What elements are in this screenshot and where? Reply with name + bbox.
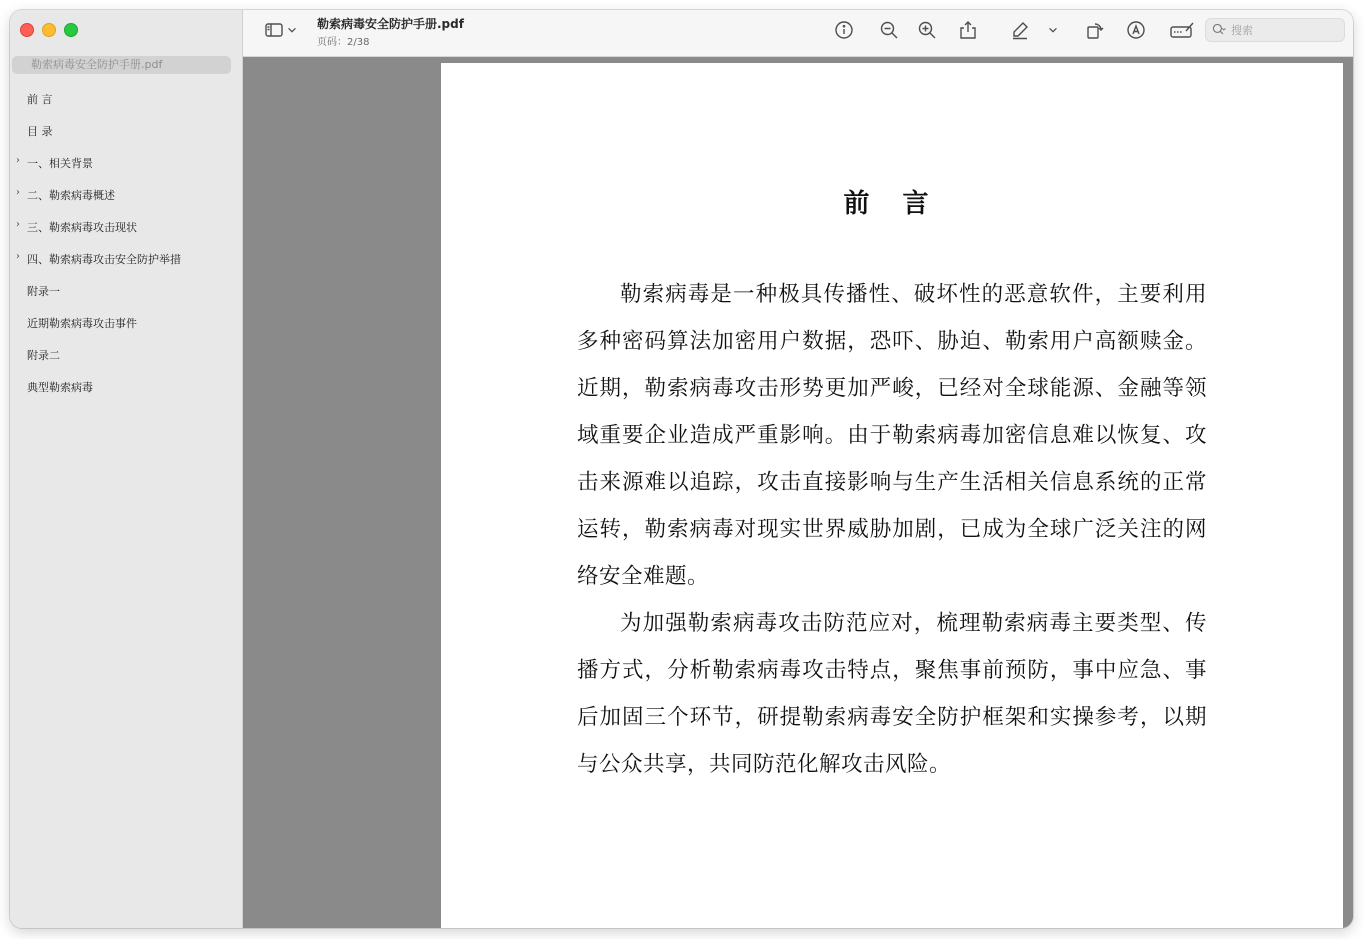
preview-window [10, 10, 1353, 928]
page-indicator: 页码：2/38 [317, 37, 370, 48]
highlight-pen-icon [1010, 20, 1030, 40]
search-input[interactable] [1229, 23, 1333, 38]
zoom-out-icon [879, 20, 899, 40]
paragraph: 勒索病毒是一种极具传播性、破坏性的恶意软件，主要利用多种密码算法加密用户数据，恐吓、胁迫、勒索用户高额赎金。近期，勒索病毒攻击形势更加严峻，已经对全球能源、金融等领域重要企业造成严重影响。由于勒索病毒加密信息难以恢复、攻击来源难以追踪，攻击直接影响与生产生活相关信息系统的正常运转，勒索病毒对现实世界威胁加剧，已成为全球广泛关注的网络安全难题。 [577, 282, 1207, 589]
window-controls [20, 23, 78, 37]
chevron-down-icon [286, 20, 298, 40]
chevron-down-icon [1047, 20, 1059, 40]
highlight-options-button[interactable] [1046, 19, 1060, 41]
toc-item-contents[interactable] [10, 114, 242, 146]
minimize-window-button[interactable] [42, 23, 56, 37]
highlight-button[interactable] [1009, 19, 1031, 41]
toc-item-measures[interactable] [10, 242, 242, 274]
toc-item-appendix-2[interactable] [10, 338, 242, 370]
share-icon [958, 20, 978, 40]
chevron-right-icon[interactable]: › [16, 219, 20, 230]
markup-button[interactable] [1125, 19, 1147, 41]
info-button[interactable] [833, 19, 855, 41]
pdf-page[interactable] [441, 63, 1343, 928]
sidebar-options-button[interactable] [285, 19, 299, 41]
chevron-right-icon[interactable]: › [16, 155, 20, 166]
toc-item-preface[interactable] [10, 82, 242, 114]
toc-item-label: 四、勒索病毒攻击安全防护举措 [27, 253, 181, 266]
page-heading: 前 言 [843, 189, 941, 219]
sidebar-toggle-button[interactable] [263, 19, 285, 41]
toc-item-overview[interactable] [10, 178, 242, 210]
close-window-button[interactable] [20, 23, 34, 37]
page-body [577, 271, 1207, 788]
table-of-contents [10, 82, 242, 402]
maximize-window-button[interactable] [64, 23, 78, 37]
toc-item-status[interactable] [10, 210, 242, 242]
toc-item-background[interactable] [10, 146, 242, 178]
paragraph: 为加强勒索病毒攻击防范应对，梳理勒索病毒主要类型、传播方式，分析勒索病毒攻击特点，聚焦事前预防，事中应急、事后加固三个环节，研提勒索病毒安全防护框架和实操参考，以期与公众共享，共同防范化解攻击风险。 [577, 611, 1207, 777]
document-title: 勒索病毒安全防护手册.pdf [317, 17, 464, 31]
vertical-scrollbar[interactable] [1343, 57, 1353, 928]
search-field[interactable] [1205, 18, 1345, 42]
toc-item-label: 前 言 [27, 93, 53, 106]
toc-item-appendix-1[interactable] [10, 274, 242, 306]
document-title-block [317, 15, 464, 48]
toc-item-label: 典型勒索病毒 [27, 381, 93, 394]
zoom-in-icon [917, 20, 937, 40]
toc-item-label: 目 录 [27, 125, 53, 138]
markup-icon [1126, 20, 1146, 40]
sidebar [10, 10, 243, 928]
rotate-icon [1085, 20, 1105, 40]
chevron-right-icon[interactable]: › [16, 187, 20, 198]
toc-item-label: 三、勒索病毒攻击现状 [27, 221, 137, 234]
toc-item-label: 附录一 [27, 285, 60, 298]
toc-item-typical-ransomware[interactable] [10, 370, 242, 402]
sidebar-document-item[interactable]: 勒索病毒安全防护手册.pdf [12, 56, 231, 74]
toc-item-recent-incidents[interactable] [10, 306, 242, 338]
form-fill-button[interactable] [1169, 19, 1195, 41]
toc-item-label: 一、相关背景 [27, 157, 93, 170]
info-icon [834, 20, 854, 40]
toc-item-label: 近期勒索病毒攻击事件 [27, 317, 137, 330]
document-viewer[interactable] [243, 57, 1353, 928]
zoom-out-button[interactable] [878, 19, 900, 41]
toolbar [243, 10, 1353, 57]
sidebar-icon [264, 20, 284, 40]
chevron-right-icon[interactable]: › [16, 251, 20, 262]
zoom-in-button[interactable] [916, 19, 938, 41]
toc-item-label: 附录二 [27, 349, 60, 362]
toc-item-label: 二、勒索病毒概述 [27, 189, 115, 202]
form-fill-icon [1169, 20, 1195, 40]
search-icon [1211, 22, 1227, 38]
rotate-button[interactable] [1084, 19, 1106, 41]
share-button[interactable] [957, 19, 979, 41]
